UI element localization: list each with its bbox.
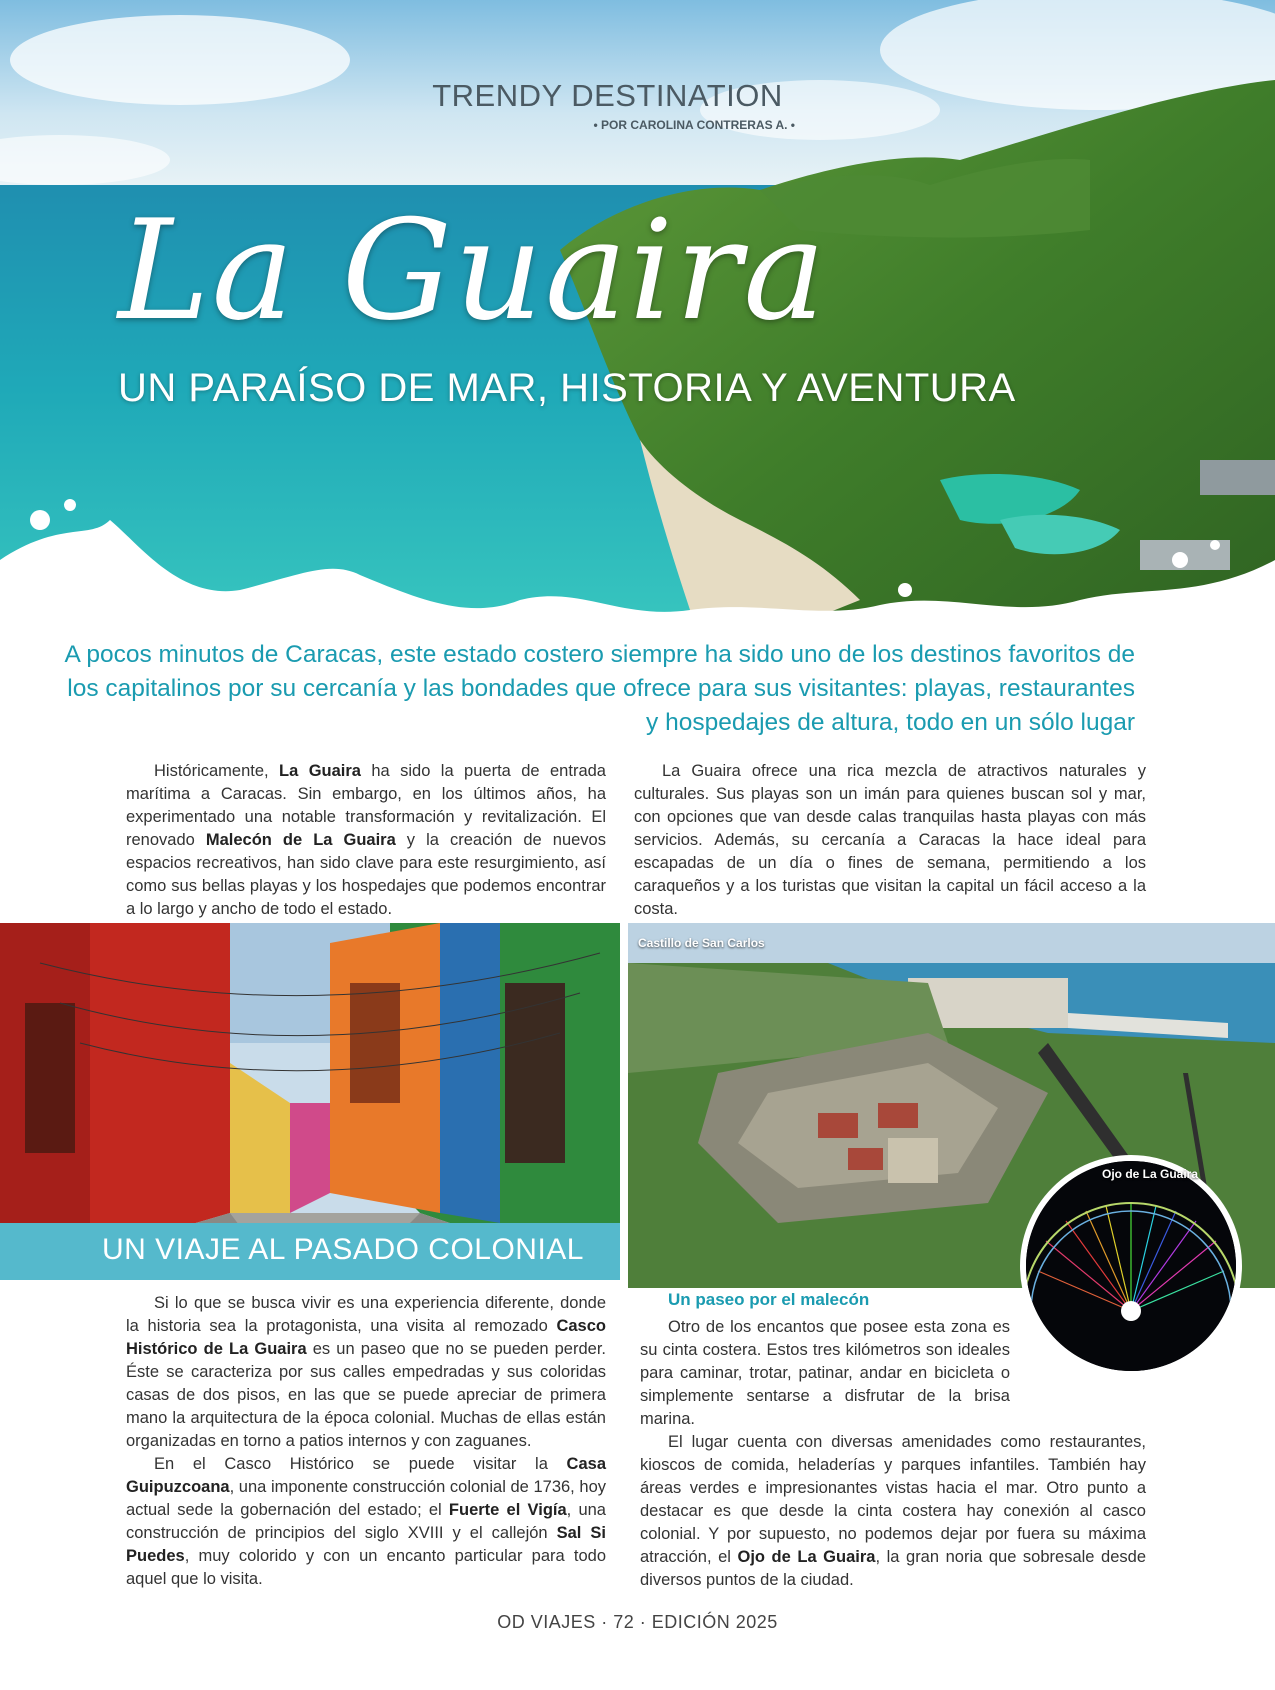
article-subtitle: UN PARAÍSO DE MAR, HISTORIA Y AVENTURA [118,366,1016,410]
text-span: , una construcción de principios del siglo XVIII y el callejón [126,1501,606,1542]
text-span: Históricamente, [154,762,280,780]
text-span: En el Casco Histórico se puede visitar la [154,1455,567,1473]
text-span: El lugar cuenta con diversas amenidades como restaurantes, kioscos de comida, heladerías y parques infantiles. También hay áreas verdes e impresionantes vistas hacia el mar. Otro punto a destacar es que desde la cinta costera hay conexión al casco colonial. Y por supuesto, no podemos dejar por fuera su máxima atracción, el [640,1433,1146,1566]
bold-span: Casco Histórico de La Guaira [126,1317,606,1358]
malecon-column [640,1431,1146,1592]
intro-right-column [634,760,1146,921]
text-span: es un paseo que no se pueden perder. Éste se caracteriza por sus calles empedradas y sus coloridas casas de dos pisos, en las que se puede apreciar de primera mano la arquitectura de la época colonial. Muchas de ellas están organizadas en torno a patios internos y con zaguanes. [126,1340,607,1450]
colonial-paragraph-2 [126,1453,606,1591]
text-span: , una imponente construcción colonial de 1736, hoy actual sede la gobernación del estado; el [126,1478,606,1519]
text-span: y la creación de nuevos espacios recreativos, han sido clave para este resurgimiento, así como sus bellas playas y los hospedajes que podemos encontrar a lo largo y ancho de todo el estado. [126,831,606,918]
malecon-paragraph-2 [640,1431,1146,1592]
bold-span: Fuerte el Vigía [448,1501,567,1519]
intro-right-paragraph: La Guaira ofrece una rica mezcla de atractivos naturales y culturales. Sus playas son un imán para quienes buscan sol y mar, con opciones que van desde calas tranquilas hasta playas con más servicios. Además, su cercanía a Caracas la hace ideal para escapadas de un día o fines de semana, permitiendo a los caraqueños y a los turistas que visitan la capital un fácil acceso a la costa. [634,762,1146,918]
bold-span: La Guaira [279,762,361,780]
author-byline: • POR CAROLINA CONTRERAS A. • [593,118,795,132]
bold-span: Sal Si Puedes [126,1524,606,1565]
page-footer: OD VIAJES · 72 · EDICIÓN 2025 [497,1612,778,1632]
intro-left-column [126,760,606,921]
section-heading-colonial: UN VIAJE AL PASADO COLONIAL [102,1233,584,1266]
text-span: , muy colorido y con un encanto particular para todo aquel que lo visita. [126,1547,606,1588]
bold-span: Ojo de La Guaira [737,1548,876,1566]
caption-ojo: Ojo de La Guaira [1102,1167,1199,1181]
article-title: La Guaira [118,190,828,351]
intro-left-paragraph [126,760,606,921]
section-kicker: TRENDY DESTINATION [432,78,783,113]
malecon-paragraph-1: Otro de los encantos que posee esta zona es su cinta costera. Estos tres kilómetros son ideales para caminar, trotar, patinar, andar en bicicleta o simplemente sentarse a disfrutar de la brisa marina. [640,1318,1010,1428]
text-span: Si lo que se busca vivir es una experiencia diferente, donde la historia sea la protagonista, una visita al remozado [126,1294,606,1335]
caption-castillo: Castillo de San Carlos [638,936,765,950]
text-span: ha sido la puerta de entrada marítima a Caracas. Sin embargo, en los últimos años, ha experimentado una notable transformación y revitalización. El renovado [126,762,606,849]
colonial-paragraph-1 [126,1292,606,1453]
bold-span: Malecón de La Guaira [205,831,396,849]
lede-paragraph: A pocos minutos de Caracas, este estado costero siempre ha sido uno de los destinos favoritos de los capitalinos por su cercanía y las bondades que ofrece para sus visitantes: playas, restaurantes y hospedajes de altura, todo en un sólo lugar [64,641,1135,736]
malecon-intro-column [640,1316,1010,1431]
malecon-heading: Un paseo por el malecón [668,1290,870,1309]
ojo-circle-photo [1020,1155,1242,1377]
bold-span: Casa Guipuzcoana [126,1455,606,1496]
colonial-column [126,1292,606,1591]
text-span: , la gran noria que sobresale desde diversos puntos de la ciudad. [640,1548,1146,1589]
